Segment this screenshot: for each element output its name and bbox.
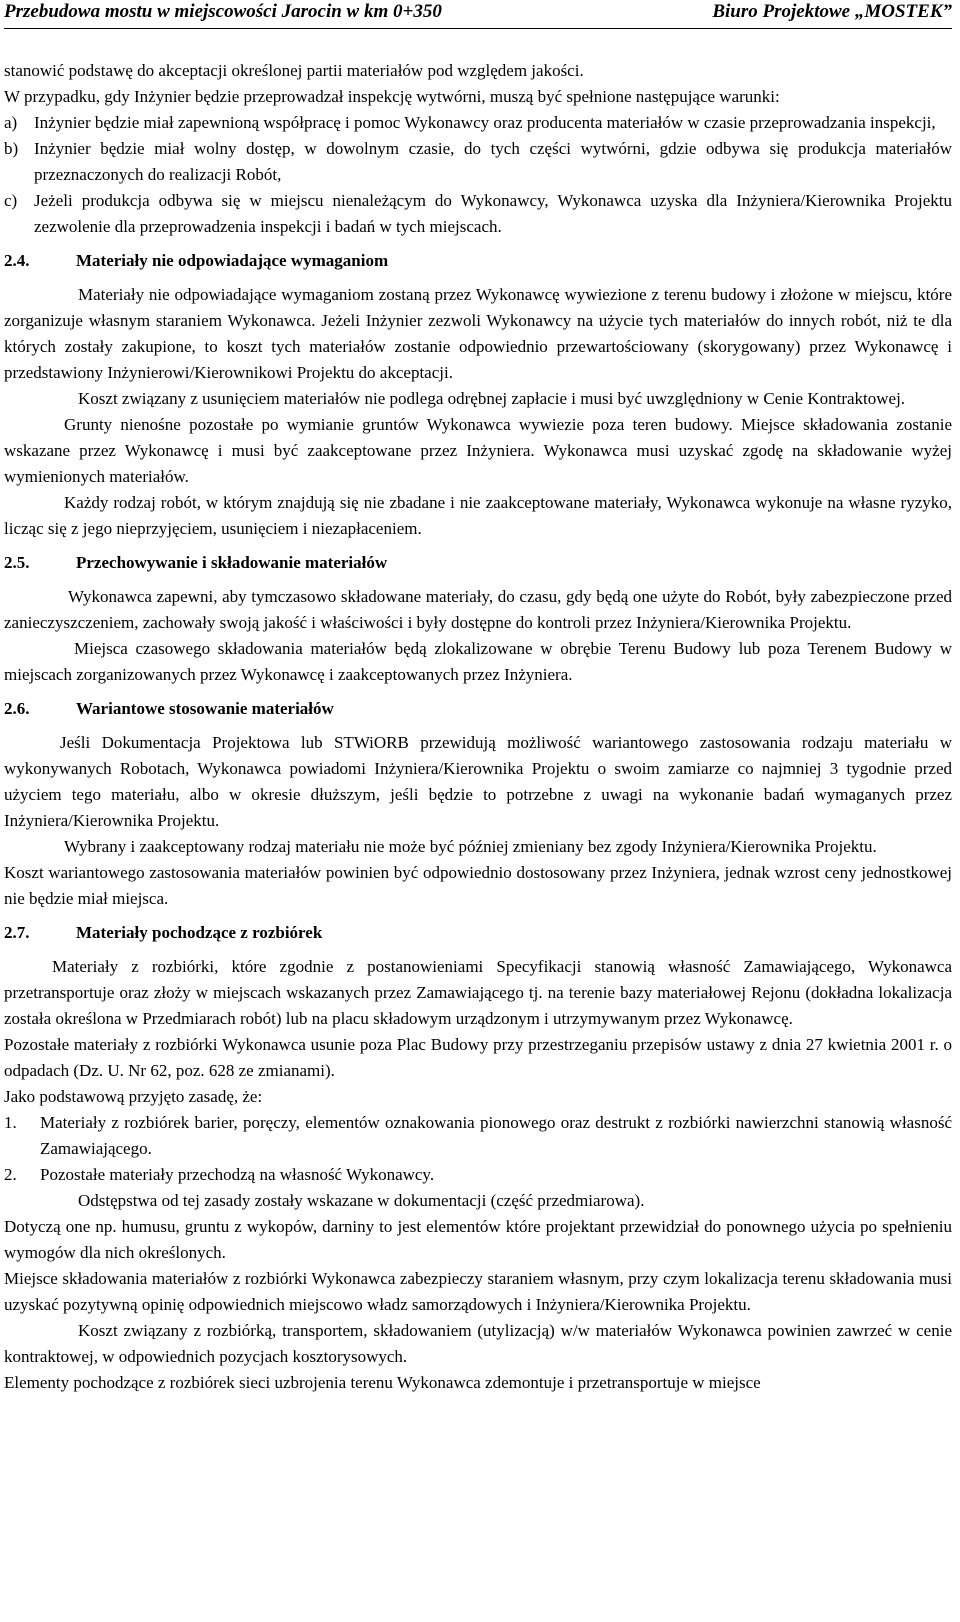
header-project-title: Przebudowa mostu w miejscowości Jarocin w km 0+350 — [4, 1, 442, 22]
list-item-text: Inżynier będzie miał zapewnioną współpracę i pomoc Wykonawcy oraz producenta materiałów w czasie przeprowadzania inspekcji, — [34, 113, 936, 132]
intro-paragraph-2: W przypadku, gdy Inżynier będzie przeprowadzał inspekcję wytwórni, muszą być spełnione następujące warunki: — [4, 87, 780, 106]
list-item-text: Materiały z rozbiórek barier, poręczy, elementów oznakowania pionowego oraz destrukt z rozbiórki nawierzchni stanowią własność Zamawiającego. — [40, 1113, 952, 1158]
list-item-label: b) — [4, 139, 19, 158]
paragraph: Koszt związany z usunięciem materiałów nie podlega odrębnej zapłacie i musi być uwzględniony w Cenie Kontraktowej. — [78, 389, 906, 408]
document-body — [4, 58, 952, 1396]
list-item-label: 1. — [4, 1113, 17, 1132]
paragraph: Odstępstwa od tej zasady zostały wskazane w dokumentacji (część przedmiarowa). — [78, 1191, 645, 1210]
section-title: Materiały pochodzące z rozbiórek — [76, 923, 323, 942]
list-item — [4, 1162, 952, 1188]
list-item-label: a) — [4, 113, 18, 132]
header-divider — [4, 28, 952, 29]
paragraph: Grunty nienośne pozostałe po wymianie gruntów Wykonawca wywiezie poza teren budowy. Miejsce składowania zostanie wskazane przez Wykonawcę i musi być zaakceptowane przez Inżyniera. Wykonawca musi uzyskać zgodę na składowanie wyżej wymienionych materiałów. — [4, 415, 952, 486]
paragraph: Jako podstawową przyjęto zasadę, że: — [4, 1087, 263, 1106]
paragraph: Dotyczą one np. humusu, gruntu z wykopów, darniny to jest elementów które projektant przewidział do ponownego użycia po spełnieniu wymogów dla nich określonych. — [4, 1217, 952, 1262]
section-heading-2-4 — [4, 248, 952, 274]
section-number: 2.6. — [4, 699, 30, 718]
section-title: Przechowywanie i składowanie materiałów — [76, 553, 388, 572]
section-heading-2-7 — [4, 920, 952, 946]
paragraph: Materiały z rozbiórki, które zgodnie z postanowieniami Specyfikacji stanowią własność Zamawiającego, Wykonawca przetransportuje oraz złoży w miejscach wskazanych przez Zamawiającego tj. na terenie bazy materiałowej Rejonu (dokładna lokalizacja została określona w Przedmiarach robót) lub na placu składowym urządzonym i utrzymywanym przez Wykonawcę. — [4, 957, 952, 1028]
section-number: 2.4. — [4, 251, 30, 270]
list-item — [4, 188, 952, 240]
paragraph: Pozostałe materiały z rozbiórki Wykonawca usunie poza Plac Budowy przy przestrzeganiu przepisów ustawy z dnia 27 kwietnia 2001 r. o odpadach (Dz. U. Nr 62, poz. 628 ze zmianami). — [4, 1035, 952, 1080]
paragraph: Wybrany i zaakceptowany rodzaj materiału nie może być później zmieniany bez zgody Inżyniera/Kierownika Projektu. — [64, 837, 877, 856]
header-company-name: Biuro Projektowe „MOSTEK” — [712, 1, 952, 22]
section-title: Materiały nie odpowiadające wymaganiom — [76, 251, 389, 270]
intro-paragraph-1: stanowić podstawę do akceptacji określonej partii materiałów pod względem jakości. — [4, 61, 584, 80]
list-item-label: 2. — [4, 1165, 17, 1184]
list-item-text: Jeżeli produkcja odbywa się w miejscu nienależącym do Wykonawcy, Wykonawca uzyska dla Inżyniera/Kierownika Projektu zezwolenie dla przeprowadzenia inspekcji i badań w tych miejscach. — [34, 191, 952, 236]
section-number: 2.5. — [4, 553, 30, 572]
paragraph: Każdy rodzaj robót, w którym znajdują się nie zbadane i nie zaakceptowane materiały, Wykonawca wykonuje na własne ryzyko, licząc się z jego nieprzyjęciem, usunięciem i niezapłaceniem. — [4, 493, 952, 538]
list-item-label: c) — [4, 191, 18, 210]
section-title: Wariantowe stosowanie materiałów — [76, 699, 334, 718]
paragraph: Wykonawca zapewni, aby tymczasowo składowane materiały, do czasu, gdy będą one użyte do Robót, były zabezpieczone przed zanieczyszczeniem, zachowały swoją jakość i właściwości i były dostępne do kontroli przez Inżyniera/Kierownika Projektu. — [4, 587, 952, 632]
list-item — [4, 110, 952, 136]
list-item — [4, 1110, 952, 1162]
paragraph: Koszt wariantowego zastosowania materiałów powinien być odpowiednio dostosowany przez Inżyniera, jednak wzrost ceny jednostkowej nie będzie miał miejsca. — [4, 863, 952, 908]
section-heading-2-6 — [4, 696, 952, 722]
list-item-text: Inżynier będzie miał wolny dostęp, w dowolnym czasie, do tych części wytwórni, gdzie odbywa się produkcja materiałów przeznaczonych do realizacji Robót, — [34, 139, 952, 184]
section-heading-2-5 — [4, 550, 952, 576]
paragraph: Jeśli Dokumentacja Projektowa lub STWiORB przewidują możliwość wariantowego zastosowania rodzaju materiału w wykonywanych Robotach, Wykonawca powiadomi Inżyniera/Kierownika Projektu o swoim zamiarze co najmniej 3 tygodnie przed użyciem tego materiału, albo w okresie dłuższym, jeśli będzie to potrzebne z uwagi na wykonanie badań wymaganych przez Inżyniera/Kierownika Projektu. — [4, 733, 952, 830]
page-header — [4, 0, 952, 26]
list-item — [4, 136, 952, 188]
list-item-text: Pozostałe materiały przechodzą na własność Wykonawcy. — [40, 1165, 435, 1184]
paragraph: Miejsca czasowego składowania materiałów będą zlokalizowane w obrębie Terenu Budowy lub poza Terenem Budowy w miejscach zorganizowanych przez Wykonawcę i zaakceptowanych przez Inżyniera. — [4, 639, 952, 684]
paragraph: Elementy pochodzące z rozbiórek sieci uzbrojenia terenu Wykonawca zdemontuje i przetransportuje w miejsce — [4, 1373, 761, 1392]
paragraph: Miejsce składowania materiałów z rozbiórki Wykonawca zabezpieczy staraniem własnym, przy czym lokalizacja terenu składowania musi uzyskać pozytywną opinię odpowiednich miejscowo władz samorządowych i Inżyniera/Kierownika Projektu. — [4, 1269, 952, 1314]
section-number: 2.7. — [4, 923, 30, 942]
paragraph: Koszt związany z rozbiórką, transportem, składowaniem (utylizacją) w/w materiałów Wykonawca powinien zawrzeć w cenie kontraktowej, w odpowiednich pozycjach kosztorysowych. — [4, 1321, 952, 1366]
paragraph: Materiały nie odpowiadające wymaganiom zostaną przez Wykonawcę wywiezione z terenu budowy i złożone w miejscu, które zorganizuje własnym staraniem Wykonawca. Jeżeli Inżynier zezwoli Wykonawcy na użycie tych materiałów do innych robót, niż te dla których zostały zakupione, to koszt tych materiałów zostanie odpowiednio przewartościowany (skorygowany) przez Wykonawcę i przedstawiony Inżynierowi/Kierownikowi Projektu do akceptacji. — [4, 285, 952, 382]
